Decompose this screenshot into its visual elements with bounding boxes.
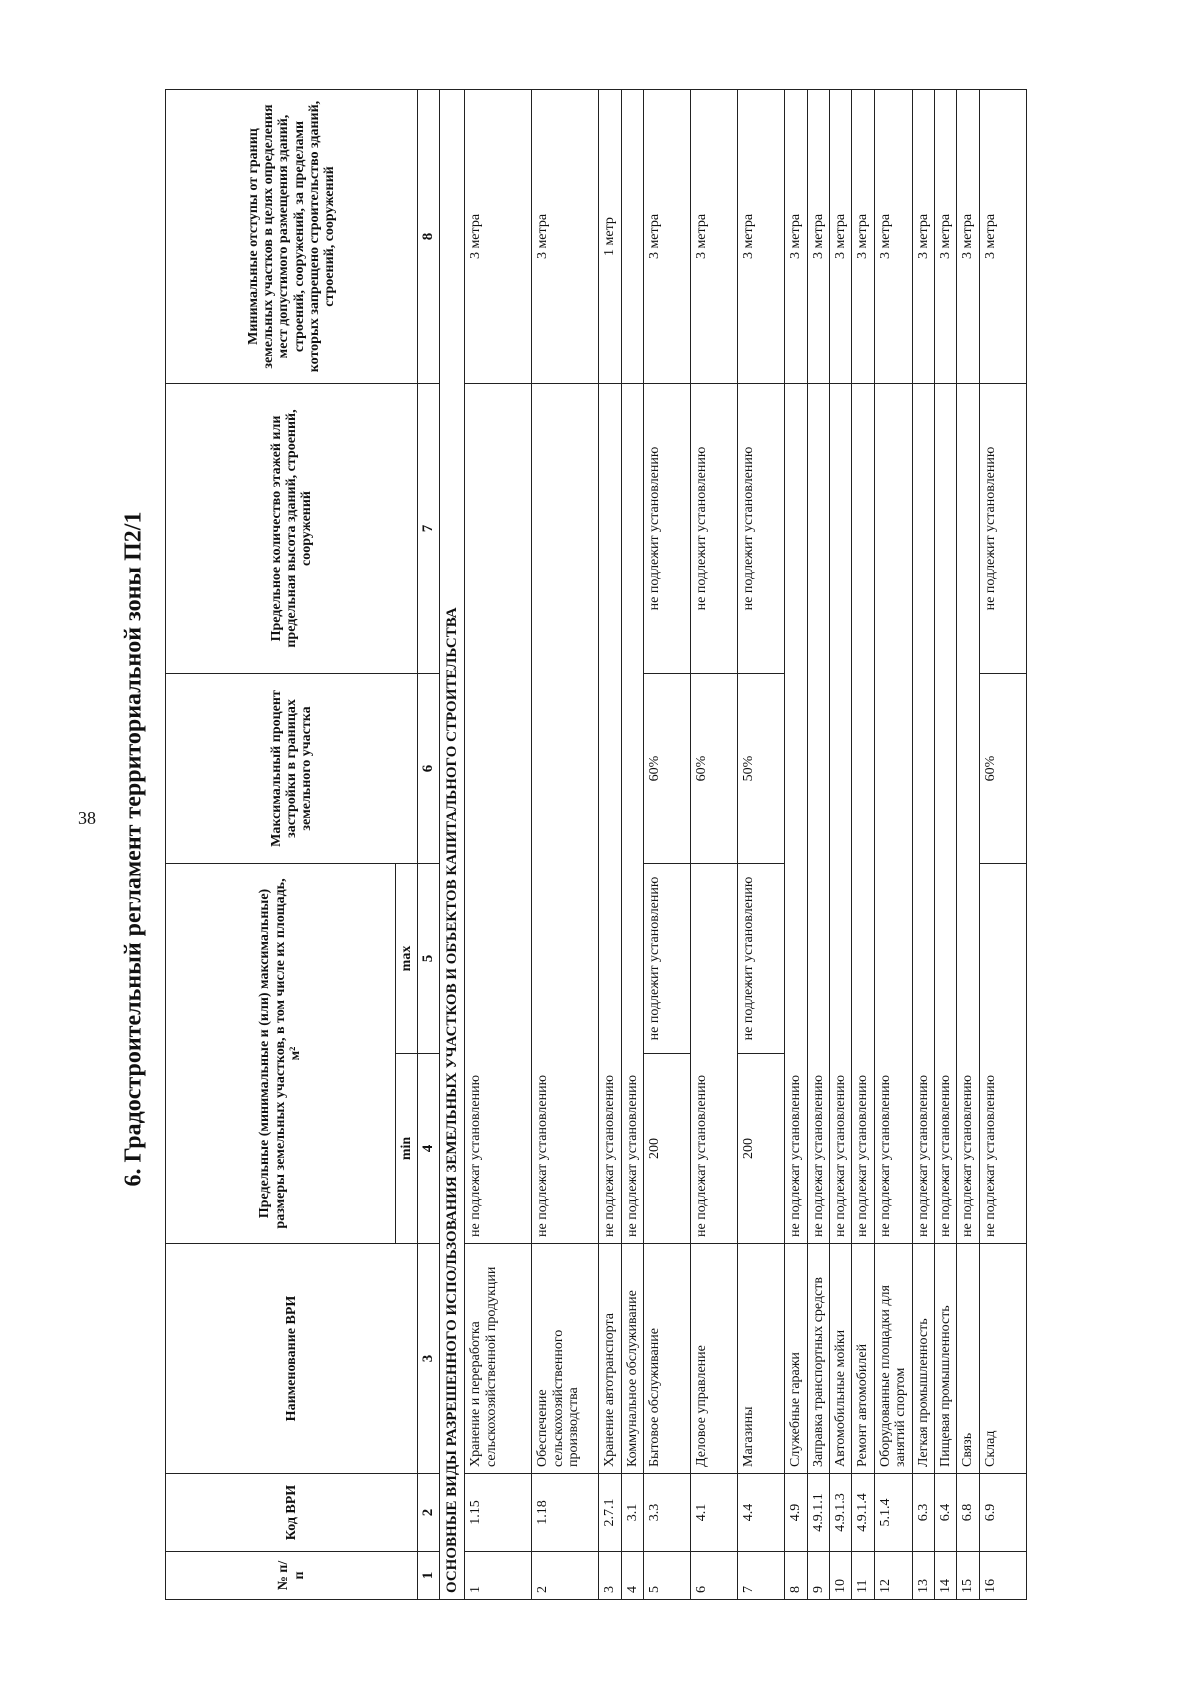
row-code: 2.7.1 [599,1474,621,1552]
table-row [738,90,785,1600]
row-num: 5 [644,1552,691,1600]
table-row [465,90,532,1600]
row-setback: 3 метра [874,90,912,384]
table-row [957,90,979,1600]
row-code: 4.9.1.1 [807,1474,829,1552]
row-name: Автомобильные мойки [829,1244,851,1474]
row-code: 4.1 [691,1474,738,1552]
row-name: Ремонт автомобилей [852,1244,874,1474]
row-num: 15 [957,1552,979,1600]
row-name: Деловое управление [691,1244,738,1474]
row-code: 6.8 [957,1474,979,1552]
table-row [691,90,738,1600]
row-max: не подлежит установлению [644,864,691,1054]
row-name: Обеспечение сельскохозяйственного производства [532,1244,599,1474]
row-merged: не подлежат установлению [852,384,874,1244]
row-code: 1.15 [465,1474,532,1552]
header-min: min [396,1054,418,1244]
row-name: Бытовое обслуживание [644,1244,691,1474]
row-name: Служебные гаражи [785,1244,807,1474]
row-floors: не подлежит установлению [644,384,691,674]
column-number: 1 [418,1552,440,1600]
column-number: 6 [418,674,440,864]
row-setback: 3 метра [829,90,851,384]
row-num: 12 [874,1552,912,1600]
row-setback: 3 метра [785,90,807,384]
row-name: Хранение автотранспорта [599,1244,621,1474]
table-row [599,90,621,1600]
row-name: Магазины [738,1244,785,1474]
row-merged: не подлежат установлению [957,384,979,1244]
row-minmax-merged: не подлежат установлению [979,864,1026,1244]
row-min: 200 [644,1054,691,1244]
page-number: 38 [78,808,96,828]
header-num: № п/п [166,1552,418,1600]
row-merged: не подлежат установлению [532,384,599,1244]
column-number: 3 [418,1244,440,1474]
column-number: 5 [418,864,440,1054]
row-merged: не подлежат установлению [785,384,807,1244]
row-code: 6.3 [912,1474,934,1552]
row-floors: не подлежит установлению [691,384,738,674]
row-name: Склад [979,1244,1026,1474]
row-num: 13 [912,1552,934,1600]
row-setback: 3 метра [807,90,829,384]
row-floors: не подлежит установлению [738,384,785,674]
column-number: 8 [418,90,440,384]
header-max: max [396,864,418,1054]
regulation-table-container [165,90,1085,1600]
row-code: 3.3 [644,1474,691,1552]
row-setback: 3 метра [852,90,874,384]
row-code: 4.9.1.3 [829,1474,851,1552]
section-heading: ОСНОВНЫЕ ВИДЫ РАЗРЕШЕННОГО ИСПОЛЬЗОВАНИЯ ЗЕМЕЛЬНЫХ УЧАСТКОВ И ОБЪЕКТОВ КАПИТАЛЬНОГО СТРОИТЕЛЬСТВА [439,90,465,1600]
header-percent: Максимальный процент застройки в границах земельного участка [166,674,418,864]
row-num: 11 [852,1552,874,1600]
row-num: 4 [621,1552,643,1600]
row-num: 1 [465,1552,532,1600]
row-max: не подлежит установлению [738,864,785,1054]
row-merged: не подлежат установлению [912,384,934,1244]
table-row [644,90,691,1600]
row-code: 3.1 [621,1474,643,1552]
row-num: 10 [829,1552,851,1600]
table-row [874,90,912,1600]
row-name: Пищевая промышленность [934,1244,956,1474]
row-num: 3 [599,1552,621,1600]
page-title: 6. Градостроительный регламент территориальной зоны П2/1 [120,511,147,1187]
row-code: 4.9.1.4 [852,1474,874,1552]
table-row [852,90,874,1600]
row-setback: 1 метр [599,90,621,384]
row-setback: 3 метра [957,90,979,384]
table-row [979,90,1026,1600]
row-merged: не подлежат установлению [874,384,912,1244]
row-setback: 3 метра [979,90,1026,384]
row-num: 7 [738,1552,785,1600]
row-merged: не подлежат установлению [621,384,643,1244]
row-minmax-merged: не подлежат установлению [691,864,738,1244]
row-num: 2 [532,1552,599,1600]
row-setback: 3 метра [532,90,599,384]
row-merged: не подлежат установлению [807,384,829,1244]
row-percent: 60% [644,674,691,864]
row-min: 200 [738,1054,785,1244]
header-floors: Предельное количество этажей или предельная высота зданий, строений, сооружений [166,384,418,674]
row-name: Хранение и переработка сельскохозяйственной продукции [465,1244,532,1474]
table-row [785,90,807,1600]
table-row [807,90,829,1600]
row-name: Легкая промышленность [912,1244,934,1474]
row-percent: 50% [738,674,785,864]
row-setback: 3 метра [465,90,532,384]
row-percent: 60% [979,674,1026,864]
row-setback: 3 метра [934,90,956,384]
row-floors: не подлежит установлению [979,384,1026,674]
row-num: 14 [934,1552,956,1600]
header-name: Наименование ВРИ [166,1244,418,1474]
row-name: Связь [957,1244,979,1474]
row-percent: 60% [691,674,738,864]
row-num: 6 [691,1552,738,1600]
table-row [621,90,643,1600]
row-merged: не подлежат установлению [934,384,956,1244]
row-merged: не подлежат установлению [465,384,532,1244]
row-code: 6.4 [934,1474,956,1552]
header-setback: Минимальные отступы от границ земельных участков в целях определения мест допустимого размещения зданий, строений, сооружений, за пределами которых запрещено строительство зданий, строений, сооружений [166,90,418,384]
header-limits: Предельные (минимальные и (или) максимальные) размеры земельных участков, в том числе их площадь, м² [166,864,396,1244]
regulation-table [165,89,1027,1600]
row-num: 8 [785,1552,807,1600]
row-setback [621,90,643,384]
row-setback: 3 метра [912,90,934,384]
row-num: 9 [807,1552,829,1600]
table-row [532,90,599,1600]
row-setback: 3 метра [738,90,785,384]
row-setback: 3 метра [644,90,691,384]
row-name: Коммунальное обслуживание [621,1244,643,1474]
column-number: 2 [418,1474,440,1552]
row-merged: не подлежат установлению [829,384,851,1244]
row-code: 6.9 [979,1474,1026,1552]
row-code: 4.9 [785,1474,807,1552]
row-code: 1.18 [532,1474,599,1552]
table-row [912,90,934,1600]
row-merged: не подлежат установлению [599,384,621,1244]
table-row [934,90,956,1600]
row-code: 4.4 [738,1474,785,1552]
row-setback: 3 метра [691,90,738,384]
table-row [829,90,851,1600]
row-name: Оборудованные площадки для занятий спортом [874,1244,912,1474]
header-code: Код ВРИ [166,1474,418,1552]
row-code: 5.1.4 [874,1474,912,1552]
column-number: 4 [418,1054,440,1244]
row-num: 16 [979,1552,1026,1600]
row-name: Заправка транспортных средств [807,1244,829,1474]
column-number: 7 [418,384,440,674]
